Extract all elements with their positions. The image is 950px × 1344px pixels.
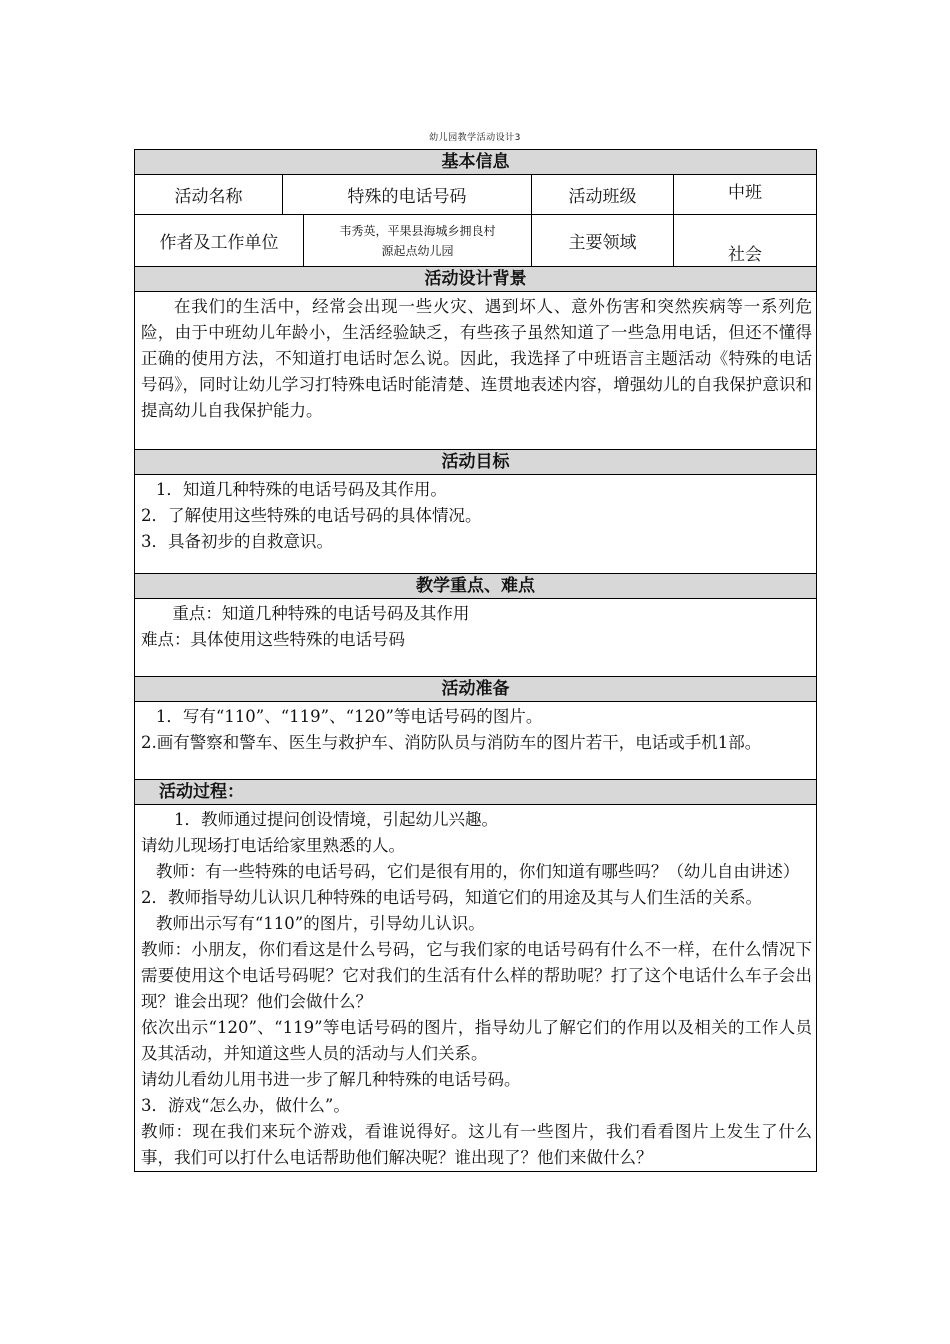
process-heading: 活动过程： [135,780,817,805]
process-paragraph: 教师：小朋友，你们看这是什么号码，它与我们家的电话号码有什么不一样，在什么情况下需要使用这个电话号码呢？它对我们的生活有什么样的帮助呢？打了这个电话什么车子会出现？谁会出现？他们会做什么？ [141,940,813,1011]
main-domain-value: 社会 [674,215,817,267]
background-body [135,292,817,450]
focus-body-row [135,599,817,677]
goals-header-row [135,450,817,475]
author-label: 作者及工作单位 [135,215,304,267]
goals-heading: 活动目标 [135,450,817,475]
process-paragraph: 教师出示写有“110”的图片，引导幼儿认识。 [155,914,485,933]
background-header-row [135,267,817,292]
background-body-row [135,292,817,450]
activity-name-row [135,175,817,215]
process-paragraph: 请幼儿看幼儿用书进一步了解几种特殊的电话号码。 [141,1070,521,1089]
process-body [135,805,817,1172]
document-title: 幼儿园教学活动设计3 [429,133,521,143]
preparation-header-row [135,677,817,702]
process-step-1: 1．教师通过提问创设情境，引起幼儿兴趣。 [174,810,498,829]
focus-body [135,599,817,677]
preparation-item-2: 2.画有警察和警车、医生与救护车、消防队员与消防车的图片若干，电话或手机1部。 [141,733,762,752]
activity-class-label: 活动班级 [532,175,674,215]
author-line-2: 源起点幼儿园 [381,243,454,258]
process-step-2: 2．教师指导幼儿认识几种特殊的电话号码，知道它们的用途及其与人们生活的关系。 [141,888,762,907]
author-value [304,215,532,267]
background-text: 在我们的生活中，经常会出现一些火灾、遇到坏人、意外伤害和突然疾病等一系列危险，由于中班幼儿年龄小，生活经验缺乏，有些孩子虽然知道了一些急用电话，但还不懂得正确的使用方法，不知道打电话时怎么说。因此，我选择了中班语言主题活动《特殊的电话号码》，同时让幼儿学习打特殊电话时能清楚、连贯地表述内容，增强幼儿的自我保护意识和提高幼儿自我保护能力。 [141,297,813,420]
author-line-1: 韦秀英，平果县海城乡拥良村 [339,223,496,238]
focus-header-row [135,574,817,599]
preparation-heading: 活动准备 [135,677,817,702]
basic-info-header-row [135,150,817,175]
focus-heading: 教学重点、难点 [135,574,817,599]
process-paragraph: 教师：有一些特殊的电话号码，它们是很有用的，你们知道有哪些吗？（幼儿自由讲述） [155,862,800,881]
activity-name-label: 活动名称 [135,175,283,215]
goals-body-row [135,475,817,574]
preparation-item-1: 1．写有“110”、“119”、“120”等电话号码的图片。 [155,707,543,726]
activity-name-value: 特殊的电话号码 [283,175,532,215]
main-domain-label: 主要领域 [532,215,674,267]
basic-info-heading: 基本信息 [135,150,817,175]
goal-item-1: 1．知道几种特殊的电话号码及其作用。 [155,480,447,499]
process-body-row [135,805,817,1172]
preparation-body-row [135,702,817,780]
process-paragraph: 依次出示“120”、“119”等电话号码的图片，指导幼儿了解它们的作用以及相关的工作人员及其活动，并知道这些人员的活动与人们关系。 [141,1018,813,1063]
process-paragraph: 请幼儿现场打电话给家里熟悉的人。 [141,836,405,855]
goals-body [135,475,817,574]
background-heading: 活动设计背景 [135,267,817,292]
process-step-3: 3．游戏“怎么办，做什么”。 [141,1096,350,1115]
activity-class-value: 中班 [674,175,817,215]
activity-plan-table [134,149,817,1172]
process-paragraph: 教师：现在我们来玩个游戏，看谁说得好。这儿有一些图片，我们看看图片上发生了什么事，我们可以打什么电话帮助他们解决呢？谁出现了？他们来做什么？ [141,1122,813,1167]
goal-item-3: 3．具备初步的自救意识。 [141,532,333,551]
goal-item-2: 2．了解使用这些特殊的电话号码的具体情况。 [141,506,482,525]
focus-difficulty: 难点：具体使用这些特殊的电话号码 [141,630,405,649]
preparation-body [135,702,817,780]
author-row [135,215,817,267]
focus-key-point: 重点：知道几种特殊的电话号码及其作用 [172,604,470,623]
process-header-row [135,780,817,805]
